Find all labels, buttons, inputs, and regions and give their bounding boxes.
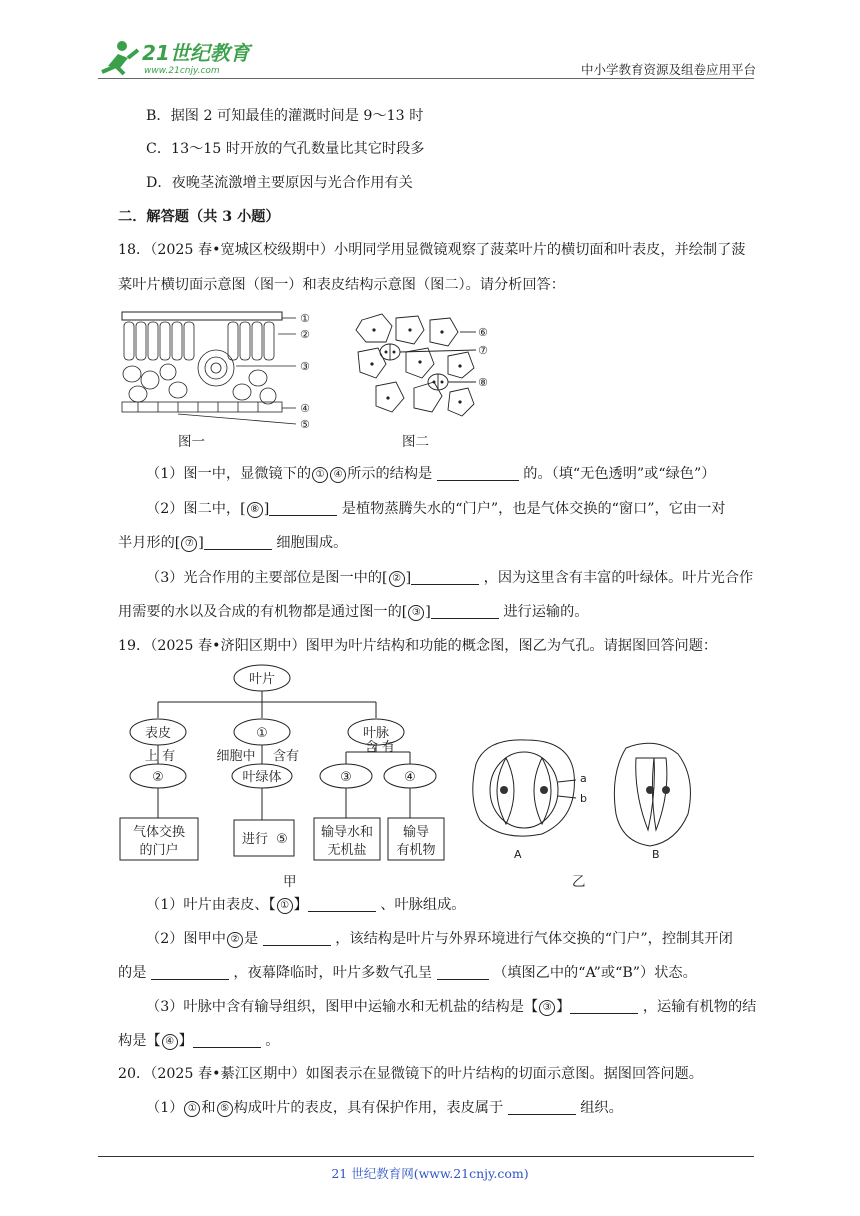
q19-blank-2[interactable] <box>263 930 331 946</box>
q20-stem: 20．（2025 春•綦江区期中）如图表示在显微镜下的叶片结构的切面示意图。据图回答问题。 <box>118 1066 703 1082</box>
option-c: C．13～15 时开放的气孔数量比其它时段多 <box>146 141 425 157</box>
runner-logo-icon <box>98 36 258 80</box>
q19-part3-line2: 构是【 ④ 】 。 <box>118 1033 280 1049</box>
option-d: D．夜晚茎流激增主要原因与光合作用有关 <box>146 175 413 191</box>
q18-blank-2[interactable] <box>269 500 337 516</box>
stomata-figure-yi <box>466 734 702 864</box>
node-4: ④ <box>404 770 416 785</box>
fig-jia-caption: 甲 <box>283 874 297 890</box>
q18-stem-1: 18．（2025 春•宽城区校级期中）小明同学用显微镜观察了菠菜叶片的横切面和叶表皮，并绘制了菠 <box>118 242 746 258</box>
fig1-label-3: ③ <box>300 360 310 373</box>
stoma-label-b: b <box>580 792 587 805</box>
logo-sub: www.21cnjy.com <box>144 66 220 76</box>
box-water-2: 无机盐 <box>327 843 367 858</box>
q19-blank-6[interactable] <box>193 1032 261 1048</box>
fig1-label-2: ② <box>300 328 310 341</box>
logo-text: 21世纪教育 <box>142 41 250 65</box>
fig2-label-6: ⑥ <box>478 326 488 339</box>
box-org-1: 输导 <box>402 825 430 840</box>
q18-part3-line2: 用需要的水以及合成的有机物都是通过图一的[ ③ ] 进行运输的。 <box>118 604 589 620</box>
q18-blank-5[interactable] <box>431 603 499 619</box>
node-chloroplast: 叶绿体 <box>242 770 282 785</box>
q19-part2-line1: （2）图甲中 ② 是 ，该结构是叶片与外界环境进行气体交换的“门户”，控制其开闭 <box>146 931 733 947</box>
box-gas-1: 气体交换 <box>132 825 186 840</box>
figure1-caption: 图一 <box>178 434 205 450</box>
box-do-5: ⑤ <box>276 832 288 847</box>
box-water-1: 输导水和 <box>320 825 374 840</box>
q19-part3-line1: （3）叶脉中含有输导组织，图甲中运输水和无机盐的结构是【 ③ 】 ，运输有机物的结 <box>146 999 757 1015</box>
box-gas-2: 的门户 <box>139 843 179 858</box>
footer-divider <box>98 1156 754 1157</box>
option-b: B．据图 2 可知最佳的灌溉时间是 9～13 时 <box>146 108 424 124</box>
q19-stem: 19．（2025 春•济阳区期中）图甲为叶片结构和功能的概念图，图乙为气孔。请据图回答问题： <box>118 638 718 654</box>
q19-blank-5[interactable] <box>570 998 638 1014</box>
section-title: 二．解答题（共 3 小题） <box>118 209 280 225</box>
edge-vein-label: 含 有 <box>364 740 396 755</box>
concept-map-jia <box>114 662 454 868</box>
q18-part1: （1）图一中，显微镜下的 ① ④ 所示的结构是 的。（填“无色透明”或“绿色”） <box>146 466 716 482</box>
q18-blank-1[interactable] <box>437 465 519 481</box>
q19-blank-4[interactable] <box>437 964 489 980</box>
fig-yi-caption: 乙 <box>572 874 586 890</box>
node-vein: 叶脉 <box>362 726 390 741</box>
node-epidermis: 表皮 <box>144 726 172 741</box>
site-logo[interactable] <box>98 36 258 80</box>
q18-blank-3[interactable] <box>204 534 272 550</box>
stoma-label-A: A <box>514 848 522 861</box>
stoma-label-a: a <box>580 772 587 785</box>
fig2-label-8: ⑧ <box>478 376 488 389</box>
header-divider <box>98 78 754 79</box>
q20-part1: （1） ① 和 ⑤ 构成叶片的表皮，具有保护作用，表皮属于 组织。 <box>146 1100 623 1116</box>
node-1: ① <box>256 726 268 741</box>
node-2: ② <box>152 770 164 785</box>
footer-link[interactable]: 21 世纪教育网(www.21cnjy.com) <box>331 1166 529 1181</box>
figure1-leaf-cross-section <box>118 308 328 432</box>
q19-part2-line2: 的是 ，夜幕降临时，叶片多数气孔呈 （填图乙中的“A”或“B”）状态。 <box>118 965 697 981</box>
figure2-caption: 图二 <box>402 434 429 450</box>
q18-blank-4[interactable] <box>411 569 479 585</box>
edge-mid-left: 细胞中 <box>216 749 256 764</box>
edge-mid-right: 含有 <box>272 749 300 764</box>
fig1-label-4: ④ <box>300 402 310 415</box>
fig1-label-1: ① <box>300 312 310 325</box>
edge-epi-label: 上 有 <box>144 749 176 764</box>
box-org-2: 有机物 <box>396 843 436 858</box>
q18-part2-line2: 半月形的[ ⑦ ] 细胞围成。 <box>118 535 348 551</box>
node-leaf: 叶片 <box>248 672 276 687</box>
fig1-label-5: ⑤ <box>300 418 310 431</box>
stoma-label-B: B <box>652 848 660 861</box>
header-platform-text: 中小学教育资源及组卷应用平台 <box>580 62 756 77</box>
q19-blank-3[interactable] <box>151 964 229 980</box>
q18-stem-2: 菜叶片横切面示意图（图一）和表皮结构示意图（图二）。请分析回答： <box>118 277 565 293</box>
node-3: ③ <box>340 770 352 785</box>
fig2-label-7: ⑦ <box>478 344 488 357</box>
q19-part1: （1）叶片由表皮、【 ① 】 、叶脉组成。 <box>146 897 466 913</box>
figure2-epidermis <box>352 312 502 424</box>
q18-part3-line1: （3）光合作用的主要部位是图一中的[ ② ] ，因为这里含有丰富的叶绿体。叶片光合作 <box>146 570 754 586</box>
q20-blank-1[interactable] <box>508 1099 576 1115</box>
q19-blank-1[interactable] <box>308 896 376 912</box>
q18-part2-line1: （2）图二中，[ ⑧ ] 是植物蒸腾失水的“门户”，也是气体交换的“窗口”，它由一对 <box>146 501 726 517</box>
box-do: 进行 <box>241 832 269 847</box>
